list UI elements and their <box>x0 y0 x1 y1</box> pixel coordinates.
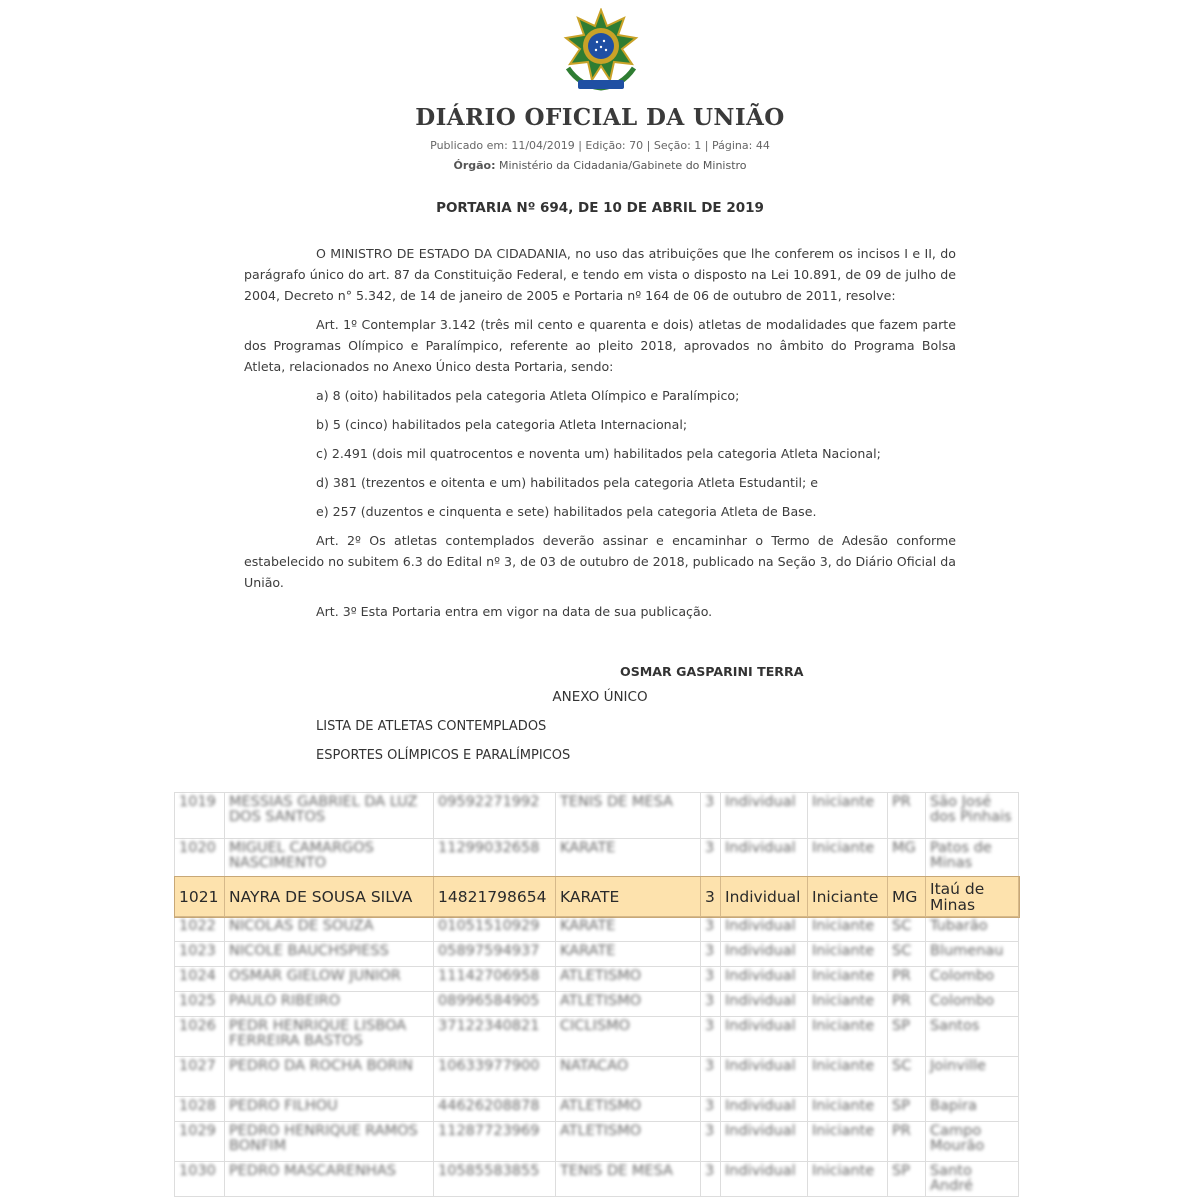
signer-name: OSMAR GASPARINI TERRA <box>620 664 804 679</box>
cell-name: PEDRO DA ROCHA BORIN <box>225 1057 434 1097</box>
cell-city: Blumenau <box>926 942 1019 967</box>
cell-cat: 3 <box>701 917 721 942</box>
cell-cpf: 44626208878 <box>434 1097 556 1122</box>
cell-level: Iniciante <box>808 967 888 992</box>
cell-uf: PR <box>888 967 926 992</box>
cell-cat: 3 <box>701 1122 721 1162</box>
cell-cat: 3 <box>701 1162 721 1197</box>
cell-cat: 3 <box>701 793 721 839</box>
cell-type: Individual <box>721 1162 808 1197</box>
cell-level: Iniciante <box>808 793 888 839</box>
cell-level: Iniciante <box>808 1017 888 1057</box>
cell-uf: PR <box>888 992 926 1017</box>
cell-sport: ATLETISMO <box>556 1097 701 1122</box>
cell-cpf: 11287723969 <box>434 1122 556 1162</box>
cell-type: Individual <box>721 967 808 992</box>
cell-uf: SP <box>888 1097 926 1122</box>
cell-name: NICOLE BAUCHSPIESS <box>225 942 434 967</box>
cell-level: Iniciante <box>808 877 888 917</box>
orgao-value: Ministério da Cidadania/Gabinete do Ministro <box>499 159 747 172</box>
cell-uf: MG <box>888 839 926 877</box>
cell-cpf: 14821798654 <box>434 877 556 917</box>
cell-level: Iniciante <box>808 942 888 967</box>
coat-of-arms-seal <box>560 8 642 94</box>
cell-type: Individual <box>721 1057 808 1097</box>
document-title: PORTARIA Nº 694, DE 10 DE ABRIL DE 2019 <box>436 200 764 216</box>
item-b: b) 5 (cinco) habilitados pela categoria Atleta Internacional; <box>316 417 688 432</box>
cell-n: 1028 <box>175 1097 225 1122</box>
cell-cpf: 10585583855 <box>434 1162 556 1197</box>
cell-cat: 3 <box>701 1057 721 1097</box>
cell-uf: SC <box>888 942 926 967</box>
cell-name: MIGUEL CAMARGOS NASCIMENTO <box>225 839 434 877</box>
cell-sport: KARATE <box>556 942 701 967</box>
cell-cpf: 11142706958 <box>434 967 556 992</box>
cell-sport: KARATE <box>556 877 701 917</box>
table-row <box>175 942 1019 967</box>
cell-cpf: 08996584905 <box>434 992 556 1017</box>
cell-city: Itaú de Minas <box>926 877 1019 917</box>
cell-sport: KARATE <box>556 917 701 942</box>
article-2-paragraph: Art. 2º Os atletas contemplados deverão assinar e encaminhar o Termo de Adesão conforme estabelecido no subitem 6.3 do Edital nº 3, de 03 de outubro de 2018, publicado na Seção 3, do Diário Oficial da União. <box>244 533 956 590</box>
table-row <box>175 992 1019 1017</box>
cell-city: Patos de Minas <box>926 839 1019 877</box>
cell-name: PEDRO MASCARENHAS <box>225 1162 434 1197</box>
list-subtitle: ESPORTES OLÍMPICOS E PARALÍMPICOS <box>316 748 571 763</box>
athletes-table <box>174 792 1018 1197</box>
cell-cat: 3 <box>701 942 721 967</box>
cell-n: 1025 <box>175 992 225 1017</box>
cell-cat: 3 <box>701 1097 721 1122</box>
cell-n: 1023 <box>175 942 225 967</box>
table-row <box>175 1162 1019 1197</box>
cell-name: PAULO RIBEIRO <box>225 992 434 1017</box>
cell-name: PEDRO FILHOU <box>225 1097 434 1122</box>
publication-info: Publicado em: 11/04/2019 | Edição: 70 | Seção: 1 | Página: 44 <box>430 139 770 152</box>
cell-uf: MG <box>888 877 926 917</box>
cell-level: Iniciante <box>808 839 888 877</box>
cell-name: NICOLAS DE SOUZA <box>225 917 434 942</box>
cell-name: NAYRA DE SOUSA SILVA <box>225 877 434 917</box>
cell-cpf: 05897594937 <box>434 942 556 967</box>
cell-sport: KARATE <box>556 839 701 877</box>
cell-n: 1030 <box>175 1162 225 1197</box>
item-e: e) 257 (duzentos e cinquenta e sete) habilitados pela categoria Atleta de Base. <box>316 504 817 519</box>
cell-sport: ATLETISMO <box>556 967 701 992</box>
cell-city: São José dos Pinhais <box>926 793 1019 839</box>
annex-title: ANEXO ÚNICO <box>552 689 648 705</box>
cell-type: Individual <box>721 839 808 877</box>
table-row <box>175 1097 1019 1122</box>
cell-sport: NATACAO <box>556 1057 701 1097</box>
cell-city: Campo Mourão <box>926 1122 1019 1162</box>
cell-sport: ATLETISMO <box>556 992 701 1017</box>
cell-type: Individual <box>721 917 808 942</box>
cell-city: Tubarão <box>926 917 1019 942</box>
table-row <box>175 917 1019 942</box>
cell-cat: 3 <box>701 967 721 992</box>
cell-cat: 3 <box>701 992 721 1017</box>
cell-type: Individual <box>721 1122 808 1162</box>
table-row <box>175 839 1019 877</box>
cell-name: PEDR HENRIQUE LISBOA FERREIRA BASTOS <box>225 1017 434 1057</box>
document-body <box>244 243 956 630</box>
cell-uf: SP <box>888 1017 926 1057</box>
table-row <box>175 967 1019 992</box>
table-row <box>175 1017 1019 1057</box>
cell-n: 1021 <box>175 877 225 917</box>
table-row <box>175 1057 1019 1097</box>
cell-city: Santos <box>926 1017 1019 1057</box>
cell-level: Iniciante <box>808 1057 888 1097</box>
cell-uf: SC <box>888 1057 926 1097</box>
masthead-title: DIÁRIO OFICIAL DA UNIÃO <box>415 104 785 131</box>
table-row <box>175 793 1019 839</box>
cell-name: OSMAR GIELOW JUNIOR <box>225 967 434 992</box>
cell-name: PEDRO HENRIQUE RAMOS BONFIM <box>225 1122 434 1162</box>
orgao-label: Órgão: <box>453 159 496 172</box>
cell-level: Iniciante <box>808 917 888 942</box>
item-d: d) 381 (trezentos e oitenta e um) habilitados pela categoria Atleta Estudantil; e <box>316 475 818 490</box>
cell-sport: CICLISMO <box>556 1017 701 1057</box>
cell-type: Individual <box>721 1097 808 1122</box>
cell-cpf: 01051510929 <box>434 917 556 942</box>
cell-type: Individual <box>721 992 808 1017</box>
cell-city: Colombo <box>926 992 1019 1017</box>
cell-city: Joinville <box>926 1057 1019 1097</box>
cell-sport: TENIS DE MESA <box>556 793 701 839</box>
cell-n: 1029 <box>175 1122 225 1162</box>
cell-type: Individual <box>721 877 808 917</box>
cell-city: Colombo <box>926 967 1019 992</box>
cell-n: 1019 <box>175 793 225 839</box>
cell-type: Individual <box>721 1017 808 1057</box>
orgao-line <box>0 159 1200 172</box>
cell-n: 1022 <box>175 917 225 942</box>
cell-cat: 3 <box>701 1017 721 1057</box>
cell-sport: ATLETISMO <box>556 1122 701 1162</box>
cell-cpf: 37122340821 <box>434 1017 556 1057</box>
cell-level: Iniciante <box>808 992 888 1017</box>
cell-level: Iniciante <box>808 1162 888 1197</box>
preamble-paragraph: O MINISTRO DE ESTADO DA CIDADANIA, no uso das atribuições que lhe conferem os incisos I e II, do parágrafo único do art. 87 da Constituição Federal, e tendo em vista o disposto na Lei 10.891, de 09 de julho de 2004, Decreto n° 5.342, de 14 de janeiro de 2005 e Portaria nº 164 de 06 de outubro de 2011, resolve: <box>244 246 956 303</box>
cell-n: 1026 <box>175 1017 225 1057</box>
article-3-paragraph: Art. 3º Esta Portaria entra em vigor na data de sua publicação. <box>316 604 713 619</box>
cell-uf: PR <box>888 1122 926 1162</box>
table-row-highlighted <box>175 877 1019 917</box>
cell-n: 1024 <box>175 967 225 992</box>
cell-type: Individual <box>721 942 808 967</box>
cell-cat: 3 <box>701 839 721 877</box>
list-title: LISTA DE ATLETAS CONTEMPLADOS <box>316 719 547 734</box>
cell-level: Iniciante <box>808 1097 888 1122</box>
cell-cat: 3 <box>701 877 721 917</box>
cell-uf: SP <box>888 1162 926 1197</box>
item-a: a) 8 (oito) habilitados pela categoria Atleta Olímpico e Paralímpico; <box>316 388 740 403</box>
cell-type: Individual <box>721 793 808 839</box>
cell-city: Bapira <box>926 1097 1019 1122</box>
cell-sport: TENIS DE MESA <box>556 1162 701 1197</box>
cell-n: 1020 <box>175 839 225 877</box>
cell-cpf: 11299032658 <box>434 839 556 877</box>
table-row <box>175 1122 1019 1162</box>
cell-uf: PR <box>888 793 926 839</box>
item-c: c) 2.491 (dois mil quatrocentos e noventa um) habilitados pela categoria Atleta Nacional; <box>316 446 881 461</box>
cell-level: Iniciante <box>808 1122 888 1162</box>
cell-uf: SC <box>888 917 926 942</box>
cell-cpf: 10633977900 <box>434 1057 556 1097</box>
cell-city: Santo André <box>926 1162 1019 1197</box>
cell-name: MESSIAS GABRIEL DA LUZ DOS SANTOS <box>225 793 434 839</box>
cell-n: 1027 <box>175 1057 225 1097</box>
cell-cpf: 09592271992 <box>434 793 556 839</box>
article-1-paragraph: Art. 1º Contemplar 3.142 (três mil cento e quarenta e dois) atletas de modalidades que fazem parte dos Programas Olímpico e Paralímpico, referente ao pleito 2018, aprovados no âmbito do Programa Bolsa Atleta, relacionados no Anexo Único desta Portaria, sendo: <box>244 317 956 374</box>
